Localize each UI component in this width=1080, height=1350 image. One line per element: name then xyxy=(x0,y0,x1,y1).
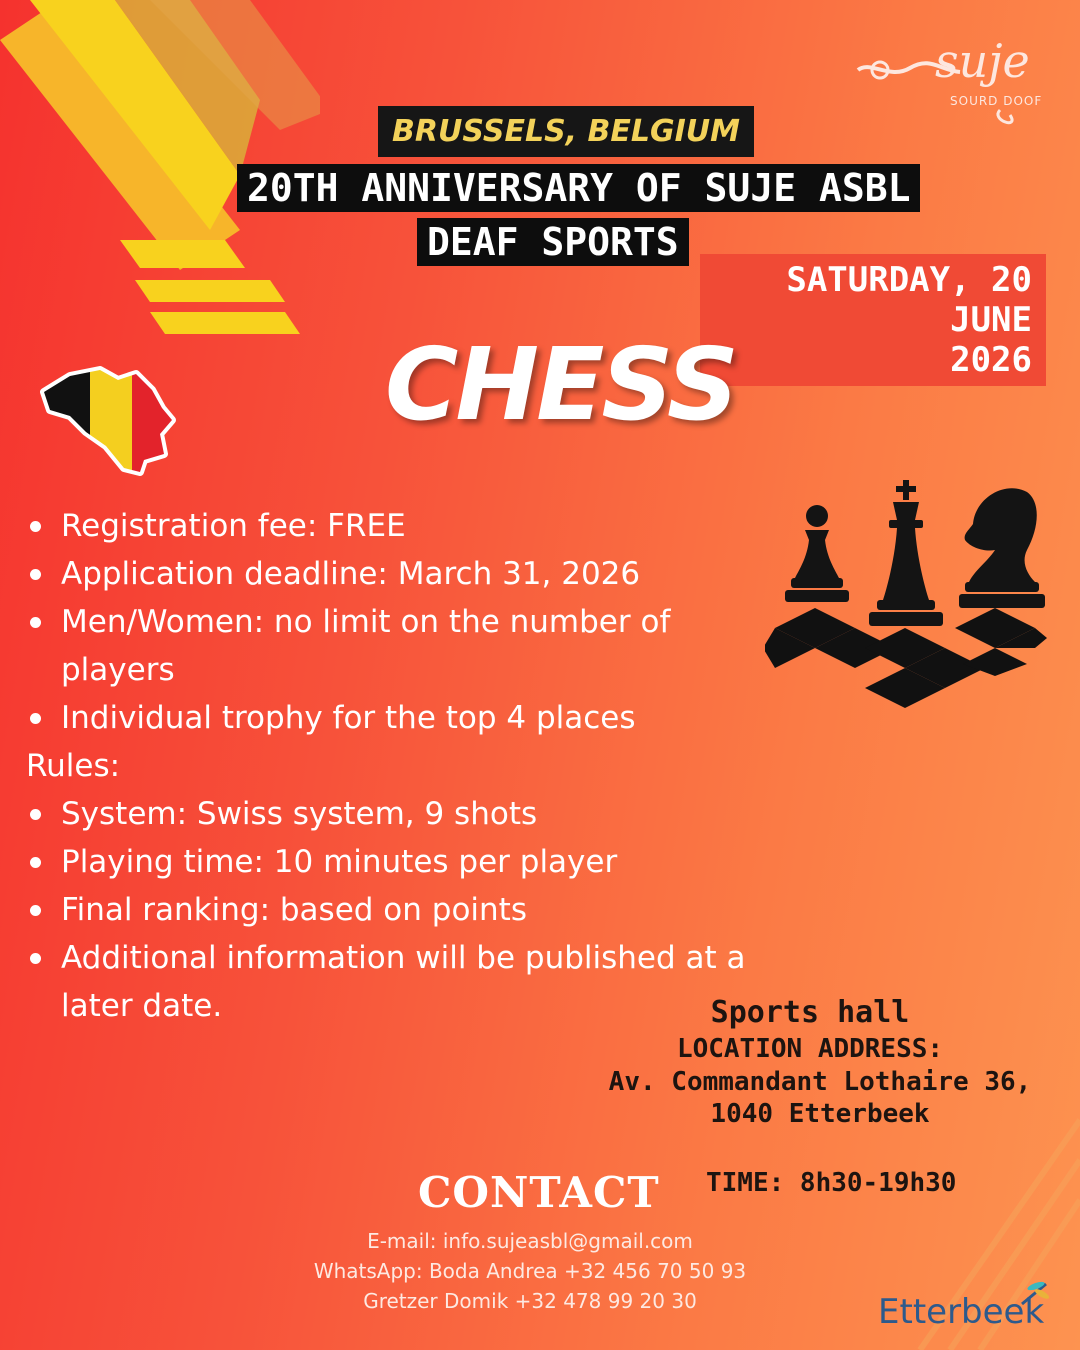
list-item: Application deadline: March 31, 2026 xyxy=(26,550,756,598)
etterbeek-logo: Etterbeek xyxy=(878,1292,1045,1332)
contact-email[interactable]: E-mail: info.sujeasbl@gmail.com xyxy=(367,1229,693,1253)
list-item: Final ranking: based on points xyxy=(26,886,756,934)
contact-info xyxy=(260,1226,800,1316)
date-line-2: 2026 xyxy=(950,340,1032,380)
list-item: Individual trophy for the top 4 places xyxy=(26,694,756,742)
event-date xyxy=(700,254,1046,386)
deaf-sports-subtitle: DEAF SPORTS xyxy=(417,218,689,266)
event-title: CHESS xyxy=(385,326,736,443)
suje-logo xyxy=(850,34,1060,130)
venue-name: Sports hall xyxy=(710,995,910,1030)
address-label: LOCATION ADDRESS: xyxy=(676,1034,944,1064)
date-line-1: SATURDAY, 20 JUNE xyxy=(786,260,1032,340)
logo-tagline: SOURD DOOF xyxy=(950,94,1043,108)
rules-label: Rules: xyxy=(26,748,121,784)
address-city: 1040 Etterbeek xyxy=(710,1099,930,1129)
address-street: Av. Commandant Lothaire 36, xyxy=(608,1067,1032,1097)
logo-brand: suje xyxy=(935,34,1030,88)
list-item: Playing time: 10 minutes per player xyxy=(26,838,756,886)
contact-whatsapp[interactable]: WhatsApp: Boda Andrea +32 456 70 50 93 xyxy=(313,1259,747,1283)
belgium-map-icon xyxy=(40,362,180,477)
event-time: TIME: 8h30-19h30 xyxy=(706,1168,957,1198)
contact-heading: CONTACT xyxy=(418,1168,660,1217)
venue-info xyxy=(600,994,1040,1130)
list-item: Registration fee: FREE xyxy=(26,502,756,550)
contact-phone[interactable]: Gretzer Domik +32 478 99 20 30 xyxy=(363,1289,697,1313)
details-list xyxy=(26,502,756,1030)
list-item: Men/Women: no limit on the number of players xyxy=(26,598,756,694)
list-item: System: Swiss system, 9 shots xyxy=(26,790,756,838)
anniversary-title: 20TH ANNIVERSARY OF SUJE ASBL xyxy=(237,164,920,212)
location-tag: BRUSSELS, BELGIUM xyxy=(378,106,754,157)
chess-pieces-icon xyxy=(765,478,1050,713)
dragonfly-icon xyxy=(1016,1278,1056,1308)
list-item: Additional information will be published at a later date. xyxy=(26,934,756,1030)
